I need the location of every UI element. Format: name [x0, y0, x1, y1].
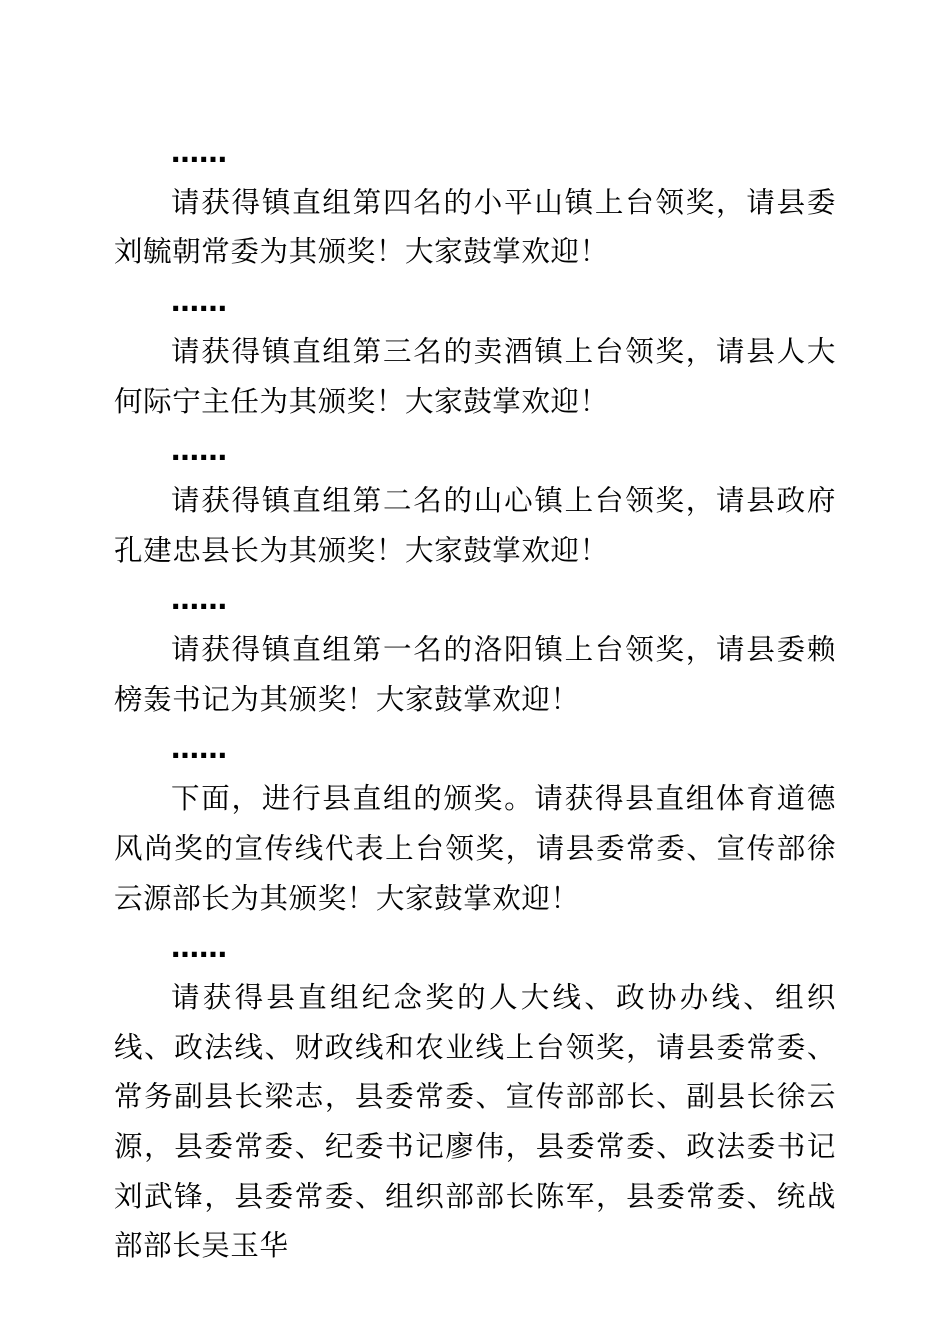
ellipsis-marker: …… [171, 285, 227, 319]
paragraph-award-1st: 请获得镇直组第一名的洛阳镇上台领奖，请县委赖榜轰书记为其颁奖！大家鼓掌欢迎！ [114, 633, 836, 716]
ellipsis-marker: …… [171, 136, 227, 169]
ellipsis-marker: …… [171, 434, 227, 468]
ellipsis-marker: …… [171, 583, 227, 617]
paragraph-county-group-sportsmanship: 下面，进行县直组的颁奖。请获得县直组体育道德风尚奖的宣传线代表上台领奖，请县委常委、宣传部徐云源部长为其颁奖！大家鼓掌欢迎！ [114, 782, 836, 915]
paragraph-county-group-commemorative: 请获得县直组纪念奖的人大线、政协办线、组织线、政法线、财政线和农业线上台领奖，请县委常委、常务副县长梁志，县委常委、宣传部部长、副县长徐云源，县委常委、纪委书记廖伟，县委常委、政法委书记刘武锋，县委常委、组织部部长陈军，县委常委、统战部部长吴玉华 [114, 980, 836, 1263]
ellipsis-marker: …… [171, 732, 227, 766]
paragraph-award-4th: 请获得镇直组第四名的小平山镇上台领奖，请县委刘毓朝常委为其颁奖！大家鼓掌欢迎！ [114, 185, 836, 269]
ellipsis-marker: …… [171, 931, 227, 965]
paragraph-award-3rd: 请获得镇直组第三名的卖酒镇上台领奖，请县人大何际宁主任为其颁奖！大家鼓掌欢迎！ [114, 334, 836, 418]
paragraph-award-2nd: 请获得镇直组第二名的山心镇上台领奖，请县政府孔建忠县长为其颁奖！大家鼓掌欢迎！ [114, 483, 836, 567]
